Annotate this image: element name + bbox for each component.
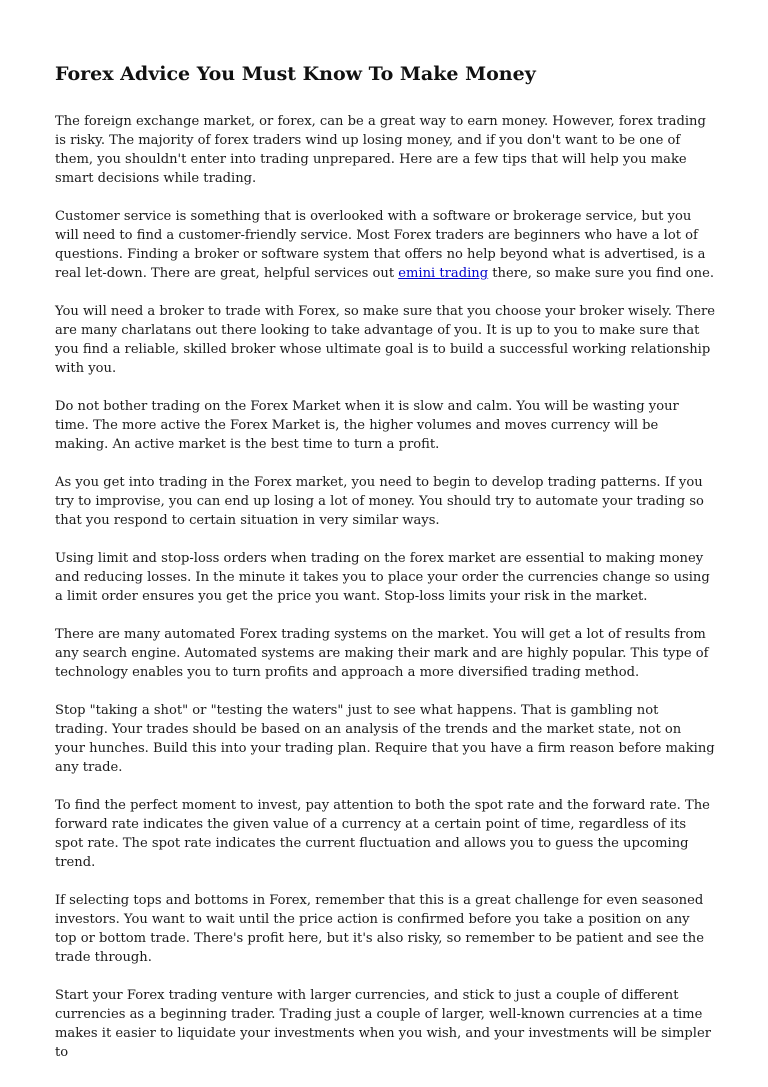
- paragraph-text: there, so make sure you find one.: [488, 266, 715, 281]
- paragraph-customer-service: [55, 207, 715, 283]
- paragraph-larger-currencies: Start your Forex trading venture with larger currencies, and stick to just a couple of different currencies as a beginning trader. Trading just a couple of larger, well-known currencies at a time makes it easier to liquidate your investments when you wish, and your investments will be simpler to: [55, 988, 711, 1060]
- paragraph-tops-bottoms: If selecting tops and bottoms in Forex, remember that this is a great challenge for even seasoned investors. You want to wait until the price action is confirmed before you take a position on any top or bottom trade. There's profit here, but it's also risky, so remember to be patient and see the trade through.: [55, 893, 704, 965]
- paragraph-text: Customer service is something that is overlooked with a software or brokerage service, but you will need to find a customer-friendly service. Most Forex traders are beginners who have a lot of questions. Finding a broker or software system that offers no help beyond what is advertised, is a real let-down. There are great, helpful services out: [55, 209, 706, 281]
- page-title: Forex Advice You Must Know To Make Money: [55, 63, 536, 85]
- paragraph-spot-forward-rate: To find the perfect moment to invest, pay attention to both the spot rate and the forward rate. The forward rate indicates the given value of a currency at a certain point of time, regardless of its spot rate. The spot rate indicates the current fluctuation and allows you to guess the upcoming trend.: [55, 798, 710, 870]
- paragraph-taking-a-shot: Stop "taking a shot" or "testing the waters" just to see what happens. That is gambling not trading. Your trades should be based on an analysis of the trends and the market state, not on your hunches. Build this into your trading plan. Require that you have a firm reason before making any trade.: [55, 703, 715, 775]
- paragraph-market-activity: Do not bother trading on the Forex Market when it is slow and calm. You will be wasting your time. The more active the Forex Market is, the higher volumes and moves currency will be making. An active market is the best time to turn a profit.: [55, 399, 679, 452]
- emini-trading-link[interactable]: emini trading: [398, 266, 489, 281]
- paragraph-broker: You will need a broker to trade with Forex, so make sure that you choose your broker wisely. There are many charlatans out there looking to take advantage of you. It is up to you to make sure that you find a reliable, skilled broker whose ultimate goal is to build a successful working relationship with you.: [55, 304, 715, 376]
- paragraph-automated-systems: There are many automated Forex trading systems on the market. You will get a lot of results from any search engine. Automated systems are making their mark and are highly popular. This type of technology enables you to turn profits and approach a more diversified trading method.: [55, 627, 709, 680]
- paragraph-trading-patterns: As you get into trading in the Forex market, you need to begin to develop trading patterns. If you try to improvise, you can end up losing a lot of money. You should try to automate your trading so that you respond to certain situation in very similar ways.: [55, 475, 704, 528]
- paragraph-limit-orders: Using limit and stop-loss orders when trading on the forex market are essential to making money and reducing losses. In the minute it takes you to place your order the currencies change so using a limit order ensures you get the price you want. Stop-loss limits your risk in the market.: [55, 551, 710, 604]
- document-page: [55, 60, 715, 1081]
- paragraph-intro: The foreign exchange market, or forex, can be a great way to earn money. However, forex trading is risky. The majority of forex traders wind up losing money, and if you don't want to be one of them, you shouldn't enter into trading unprepared. Here are a few tips that will help you make smart decisions while trading.: [55, 114, 706, 186]
